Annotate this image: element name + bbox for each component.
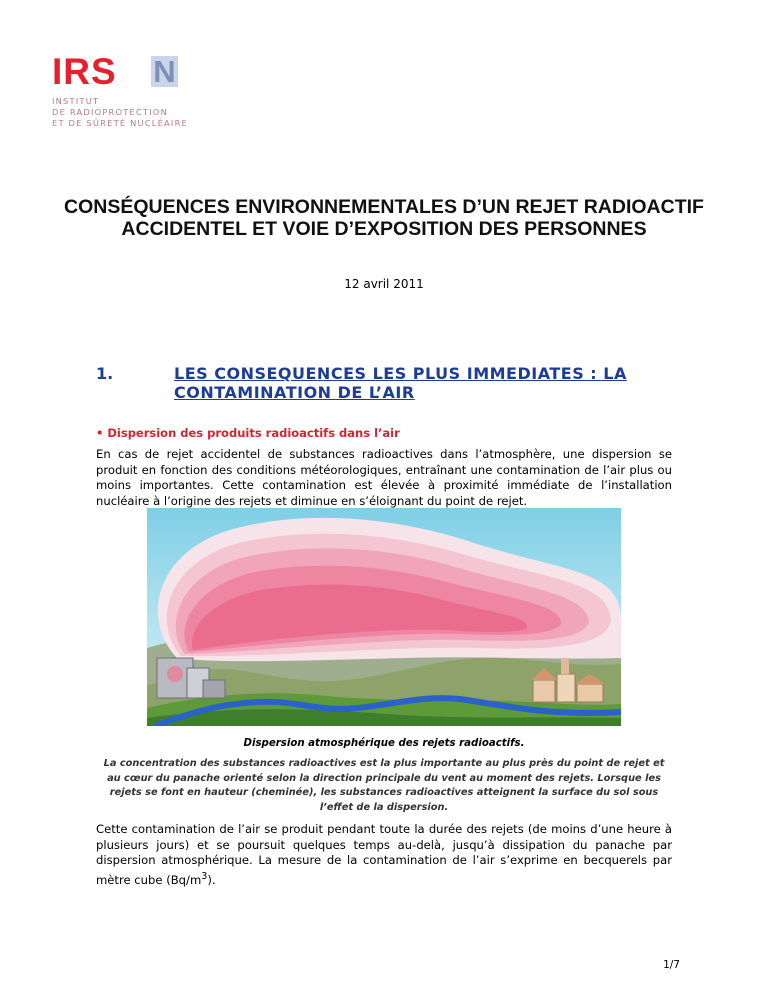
- page-number: 1/7: [663, 959, 680, 971]
- paragraph-contamination-text: Cette contamination de l’air se produit pendant toute la durée des rejets (de moins d’une heure à plusieurs jours) et se poursuit quelques temps au-delà, jusqu’à dissipation du panache par dispersion atmosphérique. La mesure de la contamination de l’air s’exprime en becquerels par mètre cube (Bq/m: [96, 822, 672, 887]
- logo-subtitle: [52, 96, 188, 129]
- paragraph-intro: En cas de rejet accidentel de substances radioactives dans l’atmosphère, une dispersion se produit en fonction des conditions météorologiques, entraînant une contamination de l’air plus ou moins importantes. Cette contamination est élevée à proximité immédiate de l’installation nucléaire à l’origine des rejets et diminue en s’éloignant du point de rejet.: [96, 447, 672, 508]
- logo-subtitle-line: INSTITUT: [52, 96, 100, 106]
- section-number: 1.: [96, 364, 114, 383]
- document-date: 12 avril 2011: [344, 277, 424, 291]
- section-title: LES CONSEQUENCES LES PLUS IMMEDIATES : LA CONTAMINATION DE L’AIR: [174, 364, 627, 402]
- logo-n-block: N: [151, 56, 178, 87]
- dispersion-illustration: [147, 508, 621, 726]
- paragraph-contamination-suffix: ).: [207, 872, 216, 887]
- logo-letters: IRS: [52, 51, 117, 92]
- logo-subtitle-line: DE RADIOPROTECTION: [52, 107, 168, 117]
- logo-subtitle-line: ET DE SÛRETÉ NUCLÉAIRE: [52, 118, 188, 128]
- subheading-text: Dispersion des produits radioactifs dans l’air: [107, 426, 400, 440]
- subheading: [96, 426, 400, 440]
- figure-caption: Dispersion atmosphérique des rejets radioactifs.: [243, 738, 525, 749]
- document-title: CONSÉQUENCES ENVIRONNEMENTALES D’UN REJET RADIOACTIF ACCIDENTEL ET VOIE D’EXPOSITION DES PERSONNES: [64, 196, 704, 240]
- figure-legend: La concentration des substances radioactives est la plus importante au plus près du point de rejet et au cœur du panache orienté selon la direction principale du vent au moment des rejets. Lorsque les rejets se font en hauteur (cheminée), les substances radioactives atteignent la surface du sol sous l’effet de la dispersion.: [103, 758, 665, 813]
- dispersion-illustration-svg: [147, 508, 621, 726]
- unit-superscript: 3: [201, 870, 208, 882]
- irsn-logo: [52, 51, 188, 129]
- paragraph-contamination: [96, 822, 672, 888]
- bullet-icon: •: [96, 426, 104, 440]
- logo-wordmark: [52, 51, 188, 92]
